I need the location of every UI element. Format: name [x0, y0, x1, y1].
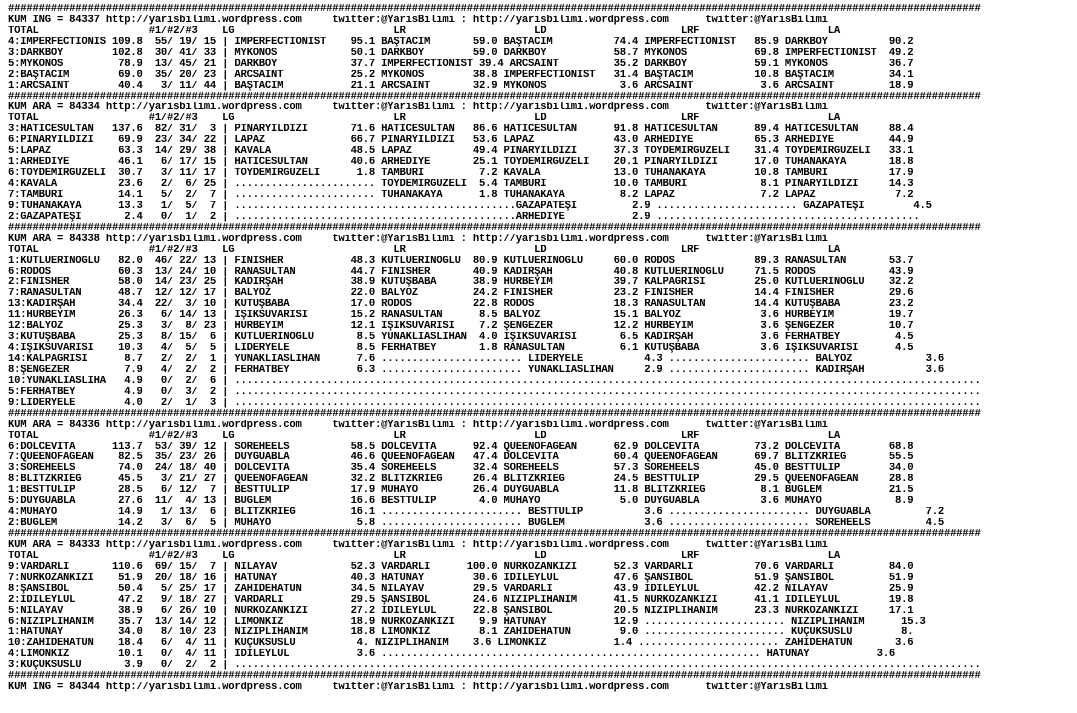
- report-line: 1:HATUNAY 34.0 8/ 10/ 23 | NİZİPLİHANIM 18.8 LİMONKIZ 8.1 ZAHIDEHATUN 9.0 ....................... KÜÇÜKSÜSLÜ 8.: [8, 627, 914, 639]
- report-line: ###############################################################################################################################################################: [8, 222, 981, 234]
- report-line: 6:RODOS 60.3 13/ 24/ 10 | RANASULTAN 44.7 FINISHER 40.9 KADIRŞAH 40.8 KUTLUERİNOĞLU 71.5 RODOS 43.9: [8, 266, 914, 278]
- report-line: 5:NİLAYAV 38.9 6/ 26/ 10 | NURKOZANKIZI 27.2 İDİLEYLÜL 22.8 ŞANSIBOL 20.5 NİZİPLİHANIM 23.3 NURKOZANKIZI 17.1: [8, 605, 914, 617]
- report-line: 7:TAMBURİ 14.1 5/ 2/ 7 | ....................... TUHANAKAYA 1.8 TUHANAKAYA 8.2 LAPAZ 7.2 LAPAZ 7.2: [8, 189, 914, 201]
- report-line: 3:SOREHEELS 74.0 24/ 18/ 40 | DOLCEVITA 35.4 SOREHEELS 32.4 SOREHEELS 57.3 SOREHEELS 45.0 BESTTULIP 34.0: [8, 463, 914, 475]
- report-line: 7:QUEENOFAGEAN 82.5 35/ 23/ 26 | DUYGUABLA 46.6 QUEENOFAGEAN 47.4 DOLCEVITA 60.4 QUEENOFAGEAN 69.7 BLITZKRIEG 55.5: [8, 452, 914, 464]
- report-line: 3:HATİCESULTAN 137.6 82/ 31/ 3 | PINARYILDIZI 71.6 HATİCESULTAN 86.6 HATİCESULTAN 91.8 HATİCESULTAN 89.4 HATİCESULTAN 88.4: [8, 124, 914, 136]
- report-line: 10:YUNAKLIASLIHA 4.9 0/ 2/ 6 | ..........................................................................................................................: [8, 375, 981, 387]
- report-line: 8:BLITZKRIEG 45.5 3/ 21/ 27 | QUEENOFAGEAN 32.2 BLITZKRIEG 26.4 BLITZKRIEG 24.5 BESTTULIP 29.5 QUEENOFAGEAN 28.8: [8, 474, 914, 486]
- report-line: 10:ZAHIDEHATUN 18.4 6/ 4/ 11 | KÜÇÜKSÜSLÜ 4. NİZİPLİHANIM 3.6 LİMONKIZ 1.4 ....................... ZAHIDEHATUN 3.6: [8, 638, 914, 650]
- report-line: 3:KÜÇÜKSÜSLÜ 3.9 0/ 2/ 2 | ..........................................................................................................................: [8, 660, 981, 672]
- report-line: 2:İDİLEYLÜL 47.2 9/ 18/ 27 | VARDARLI 29.5 ŞANSIBOL 24.6 NİZİPLİHANIM 41.5 NURKOZANKIZI 41.1 İDİLEYLÜL 19.8: [8, 594, 914, 606]
- report-line: 2:BAŞTACIM 69.0 35/ 20/ 23 | ARCSAINT 25.2 MYKONOS 38.8 IMPERFECTIONIST 31.4 BAŞTACIM 10.8 BAŞTACIM 34.1: [8, 69, 914, 81]
- report-line: 4:MUHAYO 14.9 1/ 13/ 6 | BLITZKRIEG 16.1 ....................... BESTTULIP 3.6 ....................... DUYGUABLA 7.2: [8, 507, 944, 519]
- report-line: 7:NURKOZANKIZI 51.9 20/ 18/ 16 | HATUNAY 40.3 HATUNAY 30.6 İDİLEYLÜL 47.6 ŞANSIBOL 51.9 ŞANSIBOL 51.9: [8, 572, 914, 584]
- report-line: TOTAL #1/#2/#3 LG LR LD LRF LA: [8, 244, 840, 256]
- report-line: TOTAL #1/#2/#3 LG LR LD LRF LA: [8, 113, 840, 125]
- report-line: 6:NİZİPLİHANIM 35.7 13/ 14/ 12 | LİMONKIZ 18.9 NURKOZANKIZI 9.9 HATUNAY 12.9 ....................... NİZİPLİHANIM 15.3: [8, 616, 926, 628]
- report-line: 5:DUYGUABLA 27.6 11/ 4/ 13 | BUĞLEM 16.6 BESTTULIP 4.0 MUHAYO 5.0 DUYGUABLA 3.6 MUHAYO 8.9: [8, 496, 914, 508]
- report-line: 6:TOYDEMİRGÜZELİ 30.7 3/ 11/ 17 | TOYDEMİRGÜZELİ 1.8 TAMBURİ 7.2 KAVALA 13.0 TUHANAKAYA 10.8 TAMBURİ 17.9: [8, 168, 914, 179]
- report-line: 12:BALYOZ 25.3 3/ 8/ 23 | HÜRBEYİM 12.1 IŞIKSÜVARİSİ 7.2 ŞENGEZER 12.2 HÜRBEYİM 3.6 ŞENGEZER 10.7: [8, 321, 914, 333]
- report-line: 4:KAVALA 23.6 2/ 6/ 25 | ....................... TOYDEMİRGÜZELİ 5.4 TAMBURİ 10.0 TAMBURİ 8.1 PINARYILDIZI 14.3: [8, 179, 914, 190]
- report-line: ###############################################################################################################################################################: [8, 408, 981, 420]
- report-line: ###############################################################################################################################################################: [8, 529, 981, 540]
- report-line: 8:ŞANSIBOL 50.4 5/ 25/ 17 | ZAHIDEHATUN 34.5 NİLAYAV 29.5 VARDARLI 43.9 İDİLEYLÜL 42.2 NİLAYAV 25.9: [8, 583, 914, 595]
- report-line: 1:BESTTULIP 28.5 6/ 12/ 7 | BESTTULIP 17.9 MUHAYO 26.4 DUYGUABLA 11.8 BLITZKRIEG 8.1 BUĞLEM 21.5: [8, 485, 914, 497]
- report-line: TOTAL #1/#2/#3 LG LR LD LRF LA: [8, 550, 840, 562]
- report-line: 6:DOLCEVITA 113.7 53/ 39/ 12 | SOREHEELS 58.5 DOLCEVITA 92.4 QUEENOFAGEAN 62.9 DOLCEVITA 73.2 DOLCEVITA 68.8: [8, 441, 914, 453]
- report-line: KUM ARA = 84338 http://yarisbilimi.wordpress.com twitter:@YarisBilimi : http://yarisbilimi.wordpress.com twitter:@YarisBilimi: [8, 233, 828, 245]
- report-line: 4:LİMONKIZ 10.1 0/ 4/ 11 | İDİLEYLÜL 3.6 .............................................................. HATUNAY 3.6: [8, 649, 896, 661]
- report-line: 2:GAZAPATEŞİ 2.4 0/ 1/ 2 | ..............................................ARHEDİYE 2.9 ...........................................: [8, 211, 920, 223]
- report-line: 9:TUHANAKAYA 13.3 1/ 5/ 7 | ..............................................GAZAPATEŞİ 2.9 ....................... GAZAPATEŞİ 4.5: [8, 200, 932, 212]
- report-line: 2:FINISHER 58.0 14/ 23/ 25 | KADIRŞAH 38.9 KUTUŞBABA 38.9 HÜRBEYİM 39.7 KALPAĞRISI 25.0 KUTLUERİNOĞLU 32.2: [8, 277, 914, 289]
- report-line: 5:LAPAZ 63.3 14/ 29/ 38 | KAVALA 48.5 LAPAZ 49.4 PINARYILDIZI 37.3 TOYDEMİRGÜZELİ 31.4 TOYDEMİRGÜZELİ 33.1: [8, 146, 914, 158]
- report-line: 1:ARCSAINT 40.4 3/ 11/ 44 | BAŞTACIM 21.1 ARCSAINT 32.9 MYKONOS 3.6 ARCSAINT 3.6 ARCSAINT 18.9: [8, 80, 914, 92]
- report-line: ###############################################################################################################################################################: [8, 4, 981, 15]
- report-line: 7:RANASULTAN 48.7 12/ 12/ 17 | BALYOZ 22.0 BALYOZ 24.2 FINISHER 23.2 FINISHER 14.4 FINISHER 29.6: [8, 288, 914, 300]
- report-line: KUM ING = 84337 http://yarisbilimi.wordpress.com twitter:@YarisBilimi : http://yarisbilimi.wordpress.com twitter:@YarisBilimi: [8, 14, 828, 26]
- report-line: 8:ŞENGEZER 7.9 4/ 2/ 2 | FERHATBEY 6.3 ....................... YUNAKLIASLIHAN 2.9 ....................... KADIRŞAH 3.6: [8, 364, 944, 376]
- report-line: TOTAL #1/#2/#3 LG LR LD LRF LA: [8, 25, 840, 37]
- report-line: 4:IŞIKSÜVARİSİ 10.3 4/ 5/ 5 | LİDERYELE 8.5 FERHATBEY 1.8 RANASULTAN 6.1 KUTUŞBABA 3.6 IŞIKSÜVARİSİ 4.5: [8, 343, 914, 354]
- report-line: 9:LİDERYELE 4.0 2/ 1/ 3 | ..........................................................................................................................: [8, 397, 981, 409]
- report-line: ###############################################################################################################################################################: [8, 91, 981, 103]
- report-line: 1:KUTLUERİNOĞLU 82.0 46/ 22/ 13 | FINISHER 48.3 KUTLUERİNOĞLU 80.9 KUTLUERİNOĞLU 60.0 RODOS 89.3 RANASULTAN 53.7: [8, 255, 914, 267]
- report-line: 3:KUTUŞBABA 25.3 8/ 15/ 6 | KUTLUERİNOĞLU 8.5 YUNAKLIASLIHAN 4.0 IŞIKSÜVARİSİ 6.5 KADIRŞAH 3.6 FERHATBEY 4.5: [8, 332, 914, 344]
- report-line: 5:FERHATBEY 4.9 0/ 3/ 2 | ..........................................................................................................................: [8, 386, 981, 398]
- report-line: 1:ARHEDİYE 46.1 6/ 17/ 15 | HATİCESULTAN 40.6 ARHEDİYE 25.1 TOYDEMİRGÜZELİ 20.1 PINARYILDIZI 17.0 TUHANAKAYA 18.8: [8, 157, 914, 169]
- report-line: KUM ARA = 84336 http://yarisbilimi.wordpress.com twitter:@YarisBilimi : http://yarisbilimi.wordpress.com twitter:@YarisBilimi: [8, 419, 828, 431]
- report-line: KUM ING = 84344 http://yarisbilimi.wordpress.com twitter:@YarisBilimi : http://yarisbilimi.wordpress.com twitter:@YarisBilimi: [8, 682, 828, 694]
- report-line: 3:DARKBOY 102.8 30/ 41/ 33 | MYKONOS 50.1 DARKBOY 59.0 DARKBOY 58.7 MYKONOS 69.8 IMPERFECTIONIST 49.2: [8, 47, 914, 59]
- report-line: 11:HÜRBEYİM 26.3 6/ 14/ 13 | IŞIKSÜVARİSİ 15.2 RANASULTAN 8.5 BALYOZ 15.1 BALYOZ 3.6 HÜRBEYİM 19.7: [8, 310, 914, 322]
- report-line: 6:PINARYILDIZI 69.9 23/ 34/ 22 | LAPAZ 66.7 PINARYILDIZI 53.6 LAPAZ 43.0 ARHEDİYE 65.3 ARHEDİYE 44.9: [8, 135, 914, 147]
- report-line: 4:IMPERFECTIONIS 109.8 55/ 19/ 15 | IMPERFECTIONIST 95.1 BAŞTACIM 59.0 BAŞTACIM 74.4 IMPERFECTIONIST 85.9 DARKBOY 90.2: [8, 36, 914, 48]
- report-line: 14:KALPAĞRISI 8.7 2/ 2/ 1 | YUNAKLIASLIHAN 7.6 ....................... LİDERYELE 4.3 ....................... BALYOZ 3.6: [8, 354, 944, 365]
- report-line: 2:BUĞLEM 14.2 3/ 6/ 5 | MUHAYO 5.8 ....................... BUĞLEM 3.6 ....................... SOREHEELS 4.5: [8, 518, 944, 529]
- report-line: ###############################################################################################################################################################: [8, 671, 981, 683]
- text-report: [8, 4, 1074, 693]
- report-line: TOTAL #1/#2/#3 LG LR LD LRF LA: [8, 430, 840, 442]
- report-line: 9:VARDARLI 110.6 69/ 15/ 7 | NİLAYAV 52.3 VARDARLI 100.0 NURKOZANKIZI 52.3 VARDARLI 70.6 VARDARLI 84.0: [8, 561, 914, 573]
- report-line: KUM ARA = 84334 http://yarisbilimi.wordpress.com twitter:@YarisBilimi : http://yarisbilimi.wordpress.com twitter:@YarisBilimi: [8, 102, 828, 114]
- report-line: KUM ARA = 84333 http://yarisbilimi.wordpress.com twitter:@YarisBilimi : http://yarisbilimi.wordpress.com twitter:@YarisBilimi: [8, 539, 828, 551]
- report-line: 13:KADIRŞAH 34.4 22/ 3/ 10 | KUTUŞBABA 17.0 RODOS 22.8 RODOS 18.3 RANASULTAN 14.4 KUTUŞBABA 23.2: [8, 299, 914, 311]
- report-line: 5:MYKONOS 78.9 13/ 45/ 21 | DARKBOY 37.7 IMPERFECTIONIST 39.4 ARCSAINT 35.2 DARKBOY 59.1 MYKONOS 36.7: [8, 58, 914, 70]
